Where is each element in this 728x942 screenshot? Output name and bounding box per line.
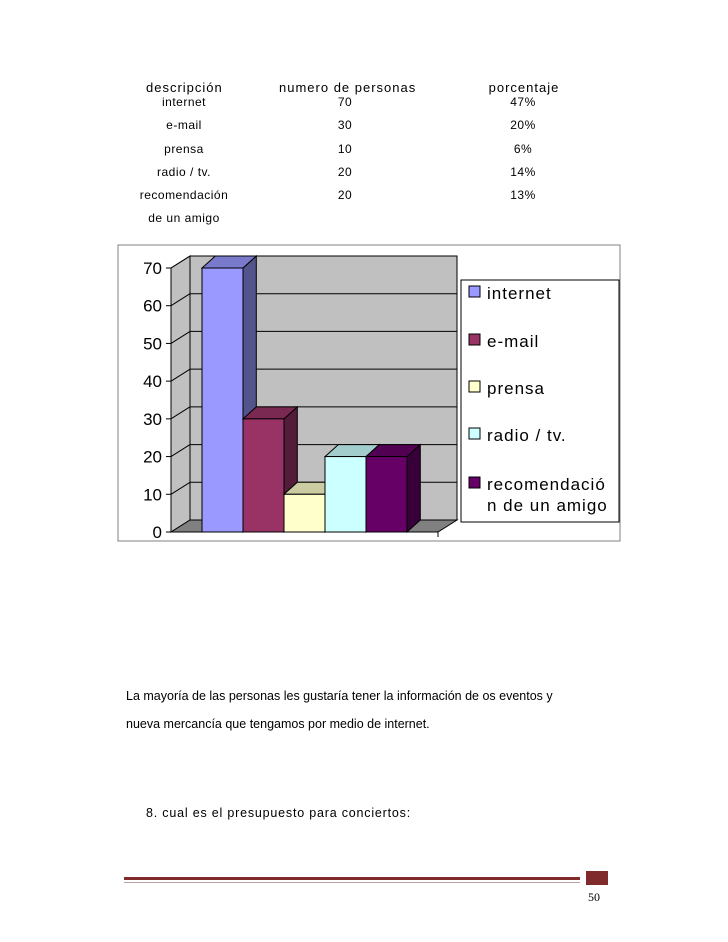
table-cell-description: internet [161, 95, 207, 109]
table-cell-percent: 6% [513, 142, 533, 156]
table-cell-description: e-mail [166, 118, 202, 132]
question-item: 8. cual es el presupuesto para conciertos: [146, 806, 411, 820]
legend-label: prensa [487, 379, 545, 398]
side-wall [171, 256, 190, 532]
y-tick-label: 50 [143, 334, 162, 354]
paragraph-line: La mayoría de las personas les gustaría tener la información de os eventos y [126, 689, 553, 703]
y-tick-label: 20 [143, 447, 162, 467]
table-cell-count: 20 [337, 188, 353, 202]
footer-rule [124, 877, 580, 880]
footer-box [586, 871, 608, 885]
table-cell-count: 10 [337, 142, 353, 156]
legend-swatch [469, 428, 480, 439]
legend-label: recomendació [487, 475, 606, 494]
y-tick-label: 40 [143, 372, 162, 392]
y-tick-label: 0 [152, 523, 162, 542]
legend-label: radio / tv. [487, 426, 567, 445]
table-cell-percent: 14% [510, 165, 536, 179]
table-cell-percent: 20% [510, 118, 536, 132]
body-paragraph [126, 682, 606, 738]
table-cell-description: recomendación [139, 188, 229, 202]
y-tick-label: 60 [143, 296, 162, 316]
table-header-count: numero de personas [279, 80, 417, 95]
table-header-percent: porcentaje [488, 80, 560, 95]
bar [325, 457, 366, 532]
page-number: 50 [588, 890, 600, 904]
table-cell-description-line2: de un amigo [148, 211, 220, 225]
legend-swatch [469, 381, 480, 392]
table-cell-count: 30 [337, 118, 353, 132]
bar [202, 268, 243, 532]
table-cell-percent: 47% [510, 95, 536, 109]
table-cell-description: prensa [164, 142, 204, 156]
footer-rule-thin [124, 882, 580, 883]
legend-label: e-mail [487, 332, 540, 351]
y-tick-label: 30 [143, 409, 162, 429]
legend-swatch [469, 286, 480, 297]
table-cell-description: radio / tv. [157, 165, 211, 179]
legend-label-line2: n de un amigo [487, 496, 608, 515]
bar [366, 457, 407, 532]
legend-label: internet [487, 284, 552, 303]
bar-side [407, 445, 420, 532]
y-tick-label: 70 [143, 259, 162, 278]
table-cell-count: 20 [337, 165, 353, 179]
table-cell-count: 70 [337, 95, 353, 109]
table-header-description: descripción [146, 80, 223, 95]
legend-swatch [469, 334, 480, 345]
paragraph-line: nueva mercancía que tengamos por medio de internet. [126, 717, 430, 731]
legend-swatch [469, 477, 480, 488]
table-cell-percent: 13% [510, 188, 536, 202]
y-tick-label: 10 [143, 485, 162, 505]
bar [243, 419, 284, 532]
bar [284, 494, 325, 532]
